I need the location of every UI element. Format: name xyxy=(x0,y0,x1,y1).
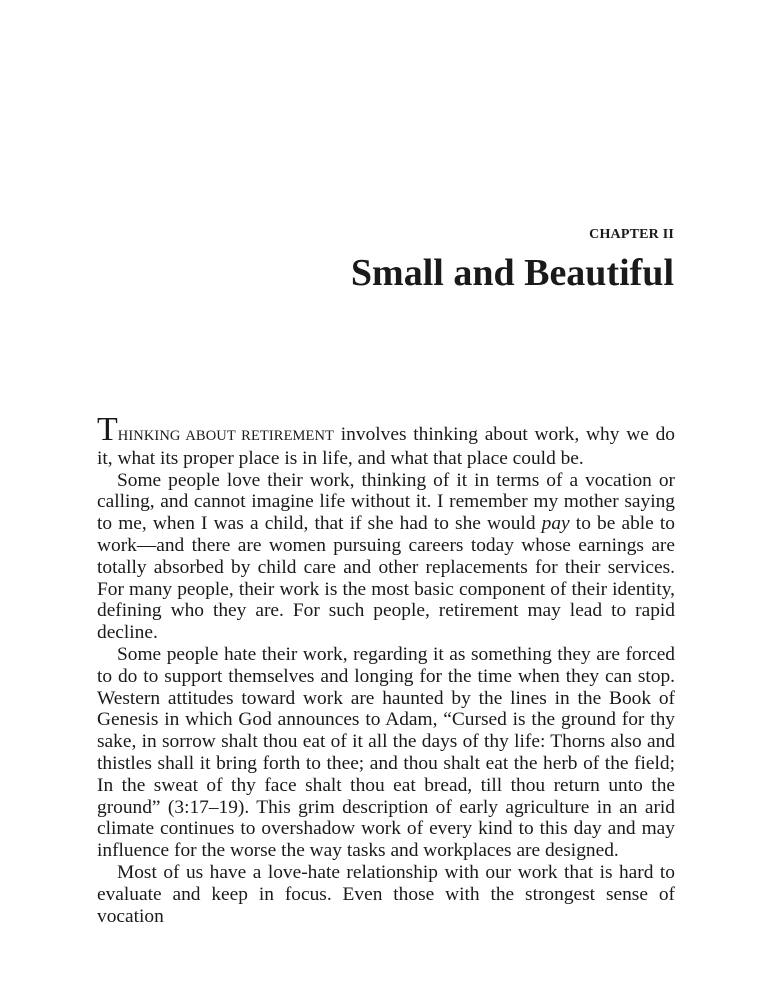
chapter-body xyxy=(97,411,675,927)
emphasis-pay: pay xyxy=(541,513,570,535)
paragraph-1-text: involves thinking about work, why we do it, what its proper place is in life, and what that place could be. xyxy=(97,424,675,469)
chapter-title: Small and Beautiful xyxy=(350,252,674,294)
paragraph-2 xyxy=(97,470,675,644)
paragraph-3: Some people hate their work, regarding it as something they are forced to do to support themselves and longing for the time when they can stop. Western attitudes toward work are haunted by the lines in the Book of Genesis in which God announces to Adam, “Cursed is the ground for thy sake, in sorrow shalt thou eat of it all the days of thy life: Thorns also and thistles shall it bring forth to thee; and thou shalt eat the herb of the field; In the sweat of thy face shalt thou eat bread, till thou return unto the ground” (3:17–19). This grim description of early agriculture in an arid climate continues to overshadow work of every kind to this day and may influence for the worse the way tasks and workplaces are designed. xyxy=(97,643,675,862)
chapter-label: CHAPTER II xyxy=(589,227,674,242)
paragraph-1 xyxy=(97,411,675,470)
paragraph-4: Most of us have a love-hate relationship with our work that is hard to evaluate and keep in focus. Even those with the strongest sense of vocation xyxy=(97,861,675,927)
drop-cap: T xyxy=(97,411,118,448)
paragraph-2-text-after: to be able to work—and there are women pursuing careers today whose earnings are totally absorbed by child care and other replacements for their services. For many people, their work is the most basic component of their identity, defining who they are. For such people, retirement may lead to rapid decline. xyxy=(97,513,675,644)
small-caps-lead: HINKING ABOUT RETIREMENT xyxy=(117,428,335,444)
paragraph-2-text-before: Some people love their work, thinking of it in terms of a vocation or calling, and cannot imagine life without it. I remember my mother saying to me, when I was a child, that if she had to she would xyxy=(97,469,675,535)
